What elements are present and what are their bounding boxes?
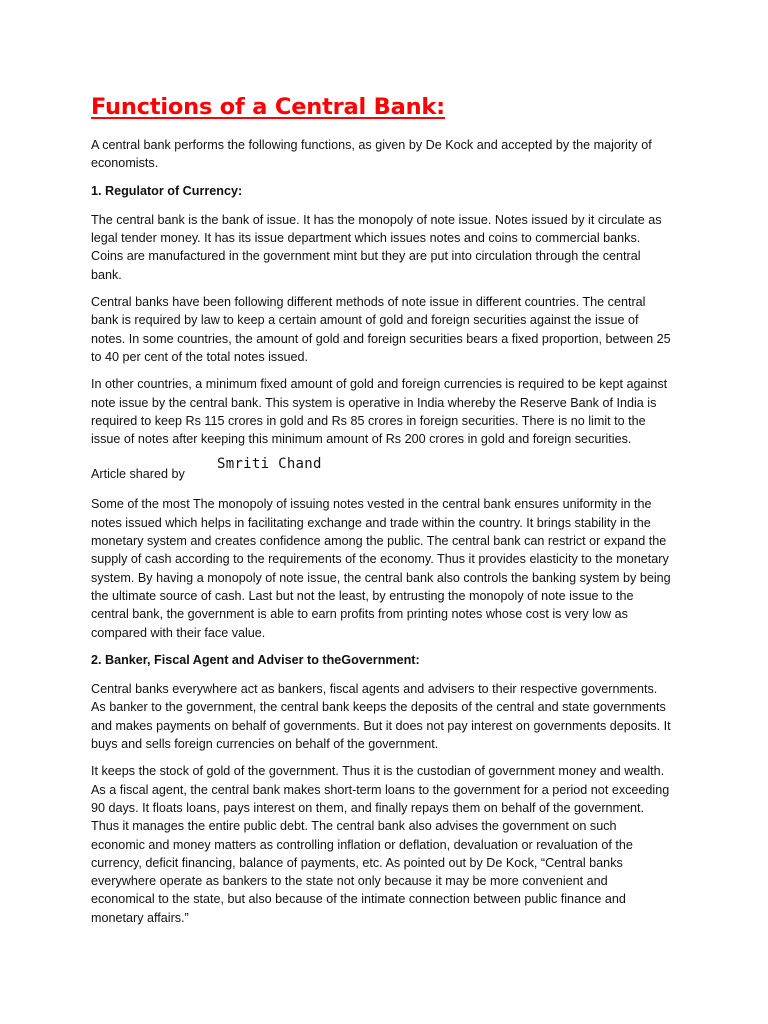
- document-page: [91, 92, 673, 936]
- article-credit: [91, 457, 673, 486]
- paragraph-custodian-of-gold: It keeps the stock of gold of the government. Thus it is the custodian of government money and wealth. As a fiscal agent, the central bank makes short-term loans to the government for a period not exceeding 90 days. It floats loans, pays interest on them, and finally repays them on behalf of the government. Thus it manages the entire public debt. The central bank also advises the government on such economic and money matters as controlling inflation or deflation, devaluation or revaluation of the currency, deficit financing, balance of payments, etc. As pointed out by De Kock, “Central banks everywhere operate as bankers to the state not only because it may be more convenient and economical to the state, but also because of the intimate connection between public finance and monetary affairs.”: [91, 764, 670, 925]
- paragraph-banker-fiscal-agent: Central banks everywhere act as bankers, fiscal agents and advisers to their respective governments. As banker to the government, the central bank keeps the deposits of the central and state governments and makes payments on behalf of governments. But it does not pay interest on governments deposits. It buys and sells foreign currencies on behalf of the government.: [91, 682, 671, 752]
- author-name: Smriti Chand: [217, 456, 322, 473]
- credit-label: Article shared by: [91, 467, 185, 482]
- paragraph-minimum-reserve-system: In other countries, a minimum fixed amount of gold and foreign currencies is required to be kept against note issue by the central bank. This system is operative in India whereby the Reserve Bank of India is required to keep Rs 115 crores in gold and Rs 85 crores in foreign securities. There is no limit to the issue of notes after keeping this minimum amount of Rs 200 crores in gold and foreign securities.: [91, 377, 668, 447]
- paragraph-bank-of-issue: The central bank is the bank of issue. It has the monopoly of note issue. Notes issued by it circulate as legal tender money. It has its issue department which issues notes and coins to commercial banks. Coins are manufactured in the government mint but they are put into circulation through the central bank.: [91, 212, 662, 282]
- paragraph-monopoly-benefits: Some of the most The monopoly of issuing notes vested in the central bank ensures uniformity in the notes issued which helps in facilitating exchange and trade within the country. It brings stability in the monetary system and creates confidence among the public. The central bank can restrict or expand the supply of cash according to the requirements of the economy. Thus it provides elasticity to the monetary system. By having a monopoly of note issue, the central bank also controls the banking system by being the ultimate source of cash. Last but not the least, by entrusting the monopoly of note issue to the central bank, the government is able to earn profits from printing notes whose cost is very low as compared with their face value.: [91, 497, 671, 640]
- section-heading-regulator-of-currency: 1. Regulator of Currency:: [91, 183, 243, 198]
- page-title: Functions of a Central Bank:: [91, 94, 445, 120]
- section-heading-banker-to-government: 2. Banker, Fiscal Agent and Adviser to theGovernment:: [91, 652, 420, 667]
- intro-paragraph: A central bank performs the following functions, as given by De Kock and accepted by the majority of economists.: [91, 138, 652, 171]
- paragraph-note-issue-methods: Central banks have been following different methods of note issue in different countries. The central bank is required by law to keep a certain amount of gold and foreign securities against the issue of notes. In some countries, the amount of gold and foreign securities bears a fixed proportion, between 25 to 40 per cent of the total notes issued.: [91, 295, 671, 364]
